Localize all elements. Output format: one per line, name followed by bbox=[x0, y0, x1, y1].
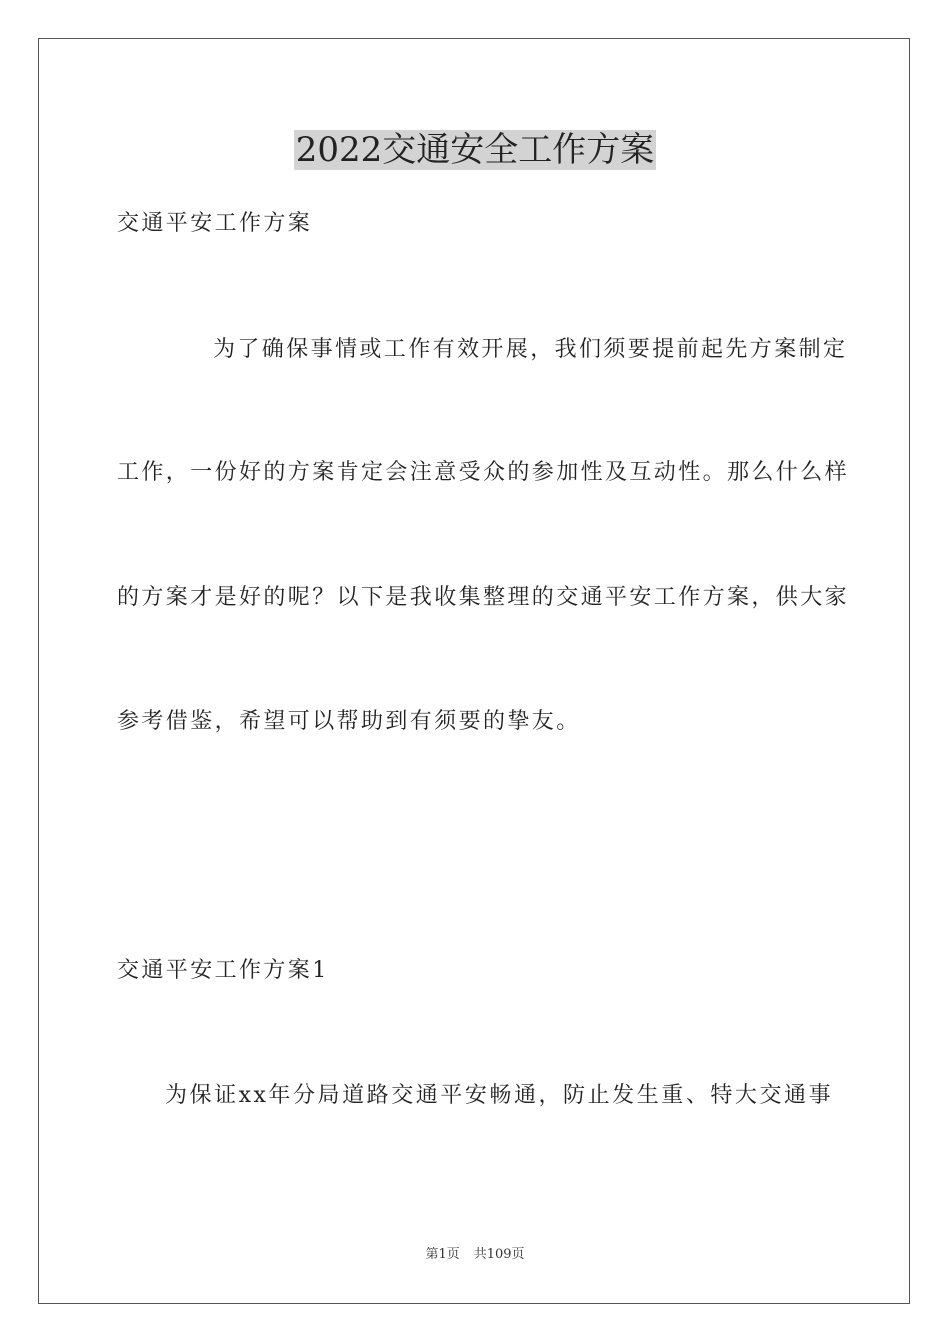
page-footer bbox=[0, 1246, 950, 1264]
document-title-text: 2022交通安全工作方案 bbox=[295, 130, 655, 170]
page-total: 共109页 bbox=[473, 1247, 525, 1262]
section-first-line: 为保证xx年分局道路交通平安畅通，防止发生重、特大交通事 bbox=[165, 1083, 833, 1108]
intro-line-1: 为了确保事情或工作有效开展，我们须要提前起先方案制定 bbox=[213, 337, 848, 362]
section-heading: 交通平安工作方案1 bbox=[117, 958, 329, 983]
intro-line-2: 工作，一份好的方案肯定会注意受众的参加性及互动性。那么什么样 bbox=[117, 460, 850, 485]
page-number: 第1页 bbox=[425, 1247, 460, 1262]
intro-line-4: 参考借鉴，希望可以帮助到有须要的挚友。 bbox=[117, 709, 581, 734]
document-subtitle: 交通平安工作方案 bbox=[117, 211, 313, 236]
intro-line-3: 的方案才是好的呢？以下是我收集整理的交通平安工作方案，供大家 bbox=[117, 585, 850, 610]
document-title bbox=[0, 128, 950, 172]
